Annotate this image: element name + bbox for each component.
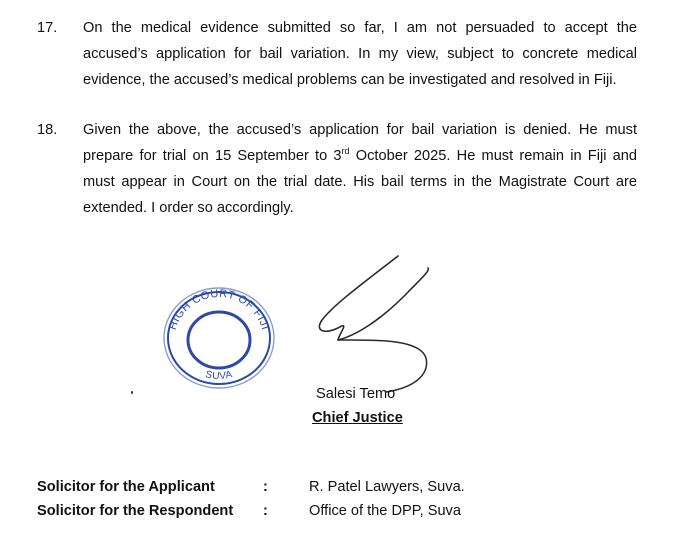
judge-title: Chief Justice bbox=[312, 410, 403, 426]
paragraph-body bbox=[83, 15, 637, 93]
paragraph-number: 18. bbox=[37, 122, 58, 138]
svg-text:SUVA bbox=[204, 369, 234, 382]
paragraph-line: On the medical evidence submitted so far, I am not persuaded to accept the bbox=[83, 20, 637, 36]
svg-text:HIGH COURT OF FIJI bbox=[167, 288, 271, 332]
solicitor-colon: : bbox=[263, 503, 268, 519]
paragraph-line: accused’s application for bail variation. In my view, subject to concrete medical bbox=[83, 46, 637, 62]
seal-bottom-text: SUVA bbox=[204, 369, 234, 383]
paragraph-line bbox=[83, 143, 637, 169]
solicitor-value: R. Patel Lawyers, Suva. bbox=[309, 479, 465, 495]
paragraph-line: Given the above, the accused’s application for bail variation is denied. He must bbox=[83, 122, 637, 138]
solicitor-row-respondent bbox=[37, 503, 657, 523]
paragraph-line: extended. I order so accordingly. bbox=[83, 200, 294, 216]
handwritten-signature bbox=[300, 248, 440, 398]
seal-top-text: HIGH COURT OF FIJI bbox=[166, 287, 272, 332]
judge-name: Salesi Temo bbox=[316, 386, 396, 402]
paragraph-body bbox=[83, 117, 637, 221]
paragraph-17 bbox=[37, 15, 637, 93]
paragraph-18 bbox=[37, 117, 637, 221]
solicitor-row-applicant bbox=[37, 479, 657, 499]
ordinal-suffix: rd bbox=[341, 146, 350, 156]
ink-speck bbox=[131, 391, 133, 394]
line-text: prepare for trial on 15 September to 3 bbox=[83, 148, 342, 164]
line-text: October 2025. He must remain in Fiji and bbox=[349, 148, 638, 164]
solicitor-value: Office of the DPP, Suva bbox=[309, 503, 461, 519]
solicitor-label: Solicitor for the Respondent bbox=[37, 503, 234, 519]
solicitor-colon: : bbox=[263, 479, 268, 495]
paragraph-number: 17. bbox=[37, 20, 58, 36]
paragraph-line: must appear in Court on the trial date. His bail terms in the Magistrate Court are bbox=[83, 174, 637, 190]
solicitor-label: Solicitor for the Applicant bbox=[37, 479, 215, 495]
paragraph-line: evidence, the accused’s medical problems can be investigated and resolved in Fiji. bbox=[83, 72, 617, 88]
court-seal-stamp bbox=[160, 282, 278, 390]
